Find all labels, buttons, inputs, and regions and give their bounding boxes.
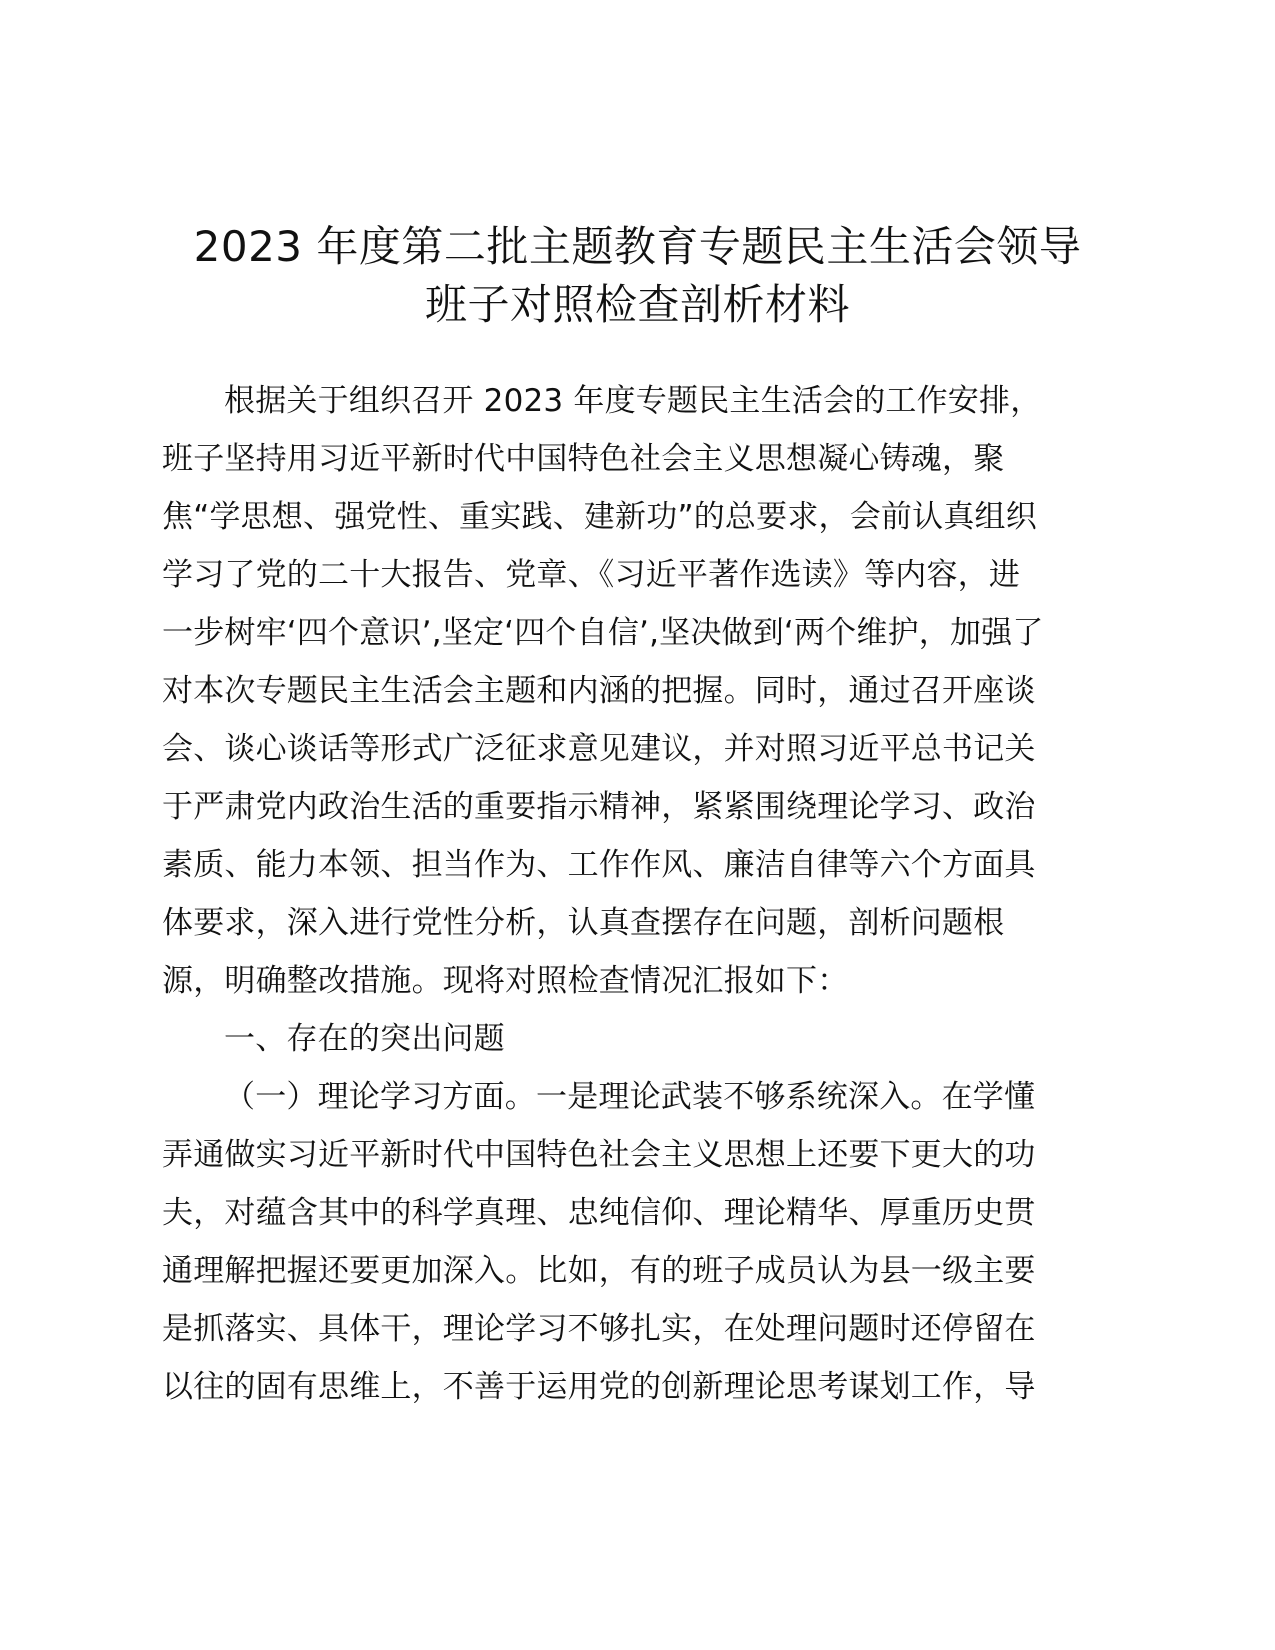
body-text-line: 是抓落实、具体干，理论学习不够扎实，在处理问题时还停留在 bbox=[162, 1311, 1036, 1347]
body-text-line: 于严肃党内政治生活的重要指示精神，紧紧围绕理论学习、政治 bbox=[162, 789, 1036, 825]
body-text-line: 体要求，深入进行党性分析，认真查摆存在问题，剖析问题根 bbox=[162, 905, 1005, 941]
body-text-line: 夫，对蕴含其中的科学真理、忠纯信仰、理论精华、厚重历史贯 bbox=[162, 1195, 1036, 1231]
title-line: 班子对照检查剖析材料 bbox=[424, 280, 850, 329]
body-text-line: 一步树牢‘四个意识’,坚定‘四个自信’,坚决做到‘两个维护，加强了 bbox=[162, 615, 1044, 651]
title-line: 2023 年度第二批主题教育专题民主生活会领导 bbox=[193, 222, 1082, 271]
body-text-line: 素质、能力本领、担当作为、工作作风、廉洁自律等六个方面具 bbox=[162, 847, 1036, 883]
body-text-line: 弄通做实习近平新时代中国特色社会主义思想上还要下更大的功 bbox=[162, 1137, 1036, 1173]
body-text-line: 班子坚持用习近平新时代中国特色社会主义思想凝心铸魂，聚 bbox=[162, 441, 1005, 477]
body-text-line: 对本次专题民主生活会主题和内涵的把握。同时，通过召开座谈 bbox=[162, 673, 1036, 709]
body-text-line: 焦“学思想、强党性、重实践、建新功”的总要求，会前认真组织 bbox=[162, 499, 1037, 535]
document-title bbox=[150, 218, 1125, 334]
body-text-line: 根据关于组织召开 2023 年度专题民主生活会的工作安排， bbox=[224, 383, 1042, 419]
document-body bbox=[162, 372, 1107, 1416]
body-text-line: 会、谈心谈话等形式广泛征求意见建议，并对照习近平总书记关 bbox=[162, 731, 1036, 767]
body-text-line: 源，明确整改措施。现将对照检查情况汇报如下： bbox=[162, 963, 849, 999]
body-text-line: 通理解把握还要更加深入。比如，有的班子成员认为县一级主要 bbox=[162, 1253, 1036, 1289]
body-text-line: 一、存在的突出问题 bbox=[224, 1021, 505, 1057]
body-text-line: 学习了党的二十大报告、党章、《习近平著作选读》等内容，进 bbox=[162, 557, 1021, 593]
body-text-line: 以往的固有思维上，不善于运用党的创新理论思考谋划工作，导 bbox=[162, 1369, 1036, 1405]
body-text-line: （一）理论学习方面。一是理论武装不够系统深入。在学懂 bbox=[224, 1079, 1036, 1115]
